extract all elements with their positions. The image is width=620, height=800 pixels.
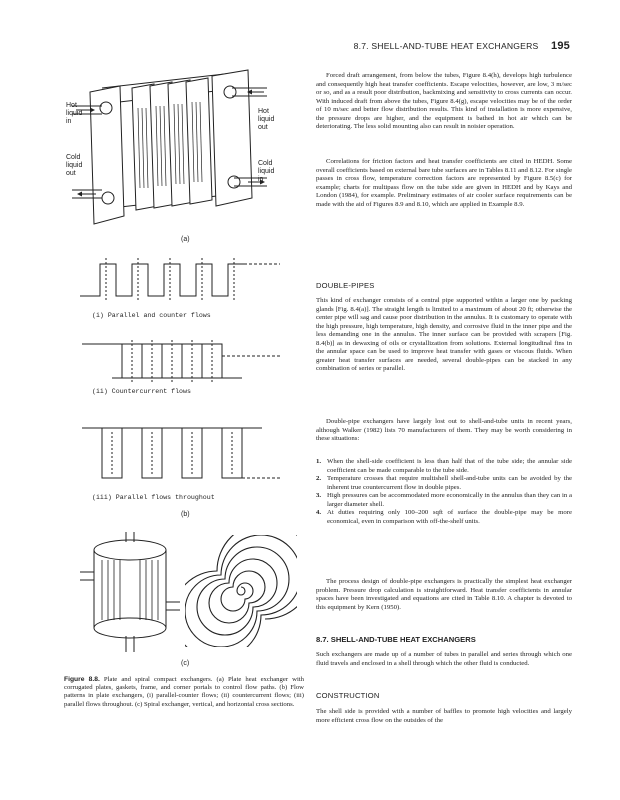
item-number: 3. — [316, 492, 322, 500]
section-heading: 8.7. SHELL-AND-TUBE HEAT EXCHANGERS — [316, 635, 476, 644]
flow-pattern-parallel-throughout — [82, 420, 282, 490]
item-number: 1. — [316, 458, 322, 465]
paragraph-text: The shell side is provided with a number of baffles to promote high velocities and largely more efficient cross flow on the outsides of the — [316, 708, 572, 724]
running-title: 8.7. SHELL-AND-TUBE HEAT EXCHANGERS — [353, 41, 539, 51]
label-line: liquid — [258, 116, 275, 123]
flow-pattern-countercurrent — [82, 336, 282, 386]
label-line: Hot — [258, 108, 269, 115]
paragraph-forced-draft — [316, 72, 572, 132]
hot-liquid-in-label — [66, 102, 82, 126]
flow-pattern-i-label: (i) Parallel and counter flows — [92, 312, 211, 319]
paragraph-correlations — [316, 158, 572, 209]
label-line: Cold — [66, 154, 81, 161]
list-item — [316, 492, 572, 509]
flow-pattern-iii-label: (iii) Parallel flows throughout — [92, 494, 215, 501]
flow-pattern-ii-label: (ii) Countercurrent flows — [92, 388, 191, 395]
paragraph-text: Such exchangers are made up of a number of tubes in parallel and series through which one fluid travels and enclosed in a shell through which the other fluid is conducted. — [316, 651, 572, 667]
double-pipes-heading: DOUBLE-PIPES — [316, 281, 375, 290]
running-header — [354, 40, 570, 52]
paragraph-text: Double-pipe exchangers have largely lost out to shell-and-tube units in recent years, although Walker (1982) lists 70 manufacturers of them. They may be worth considering in these situations: — [316, 418, 572, 443]
paragraph-double-pipe-situations — [316, 418, 572, 444]
label-line: in — [258, 176, 264, 183]
label-line: out — [66, 170, 76, 177]
paragraph-process-design — [316, 578, 572, 612]
situations-list — [316, 458, 572, 526]
label-line: Cold — [258, 160, 273, 167]
paragraph-construction — [316, 708, 572, 725]
label-line: liquid — [66, 110, 83, 117]
plate-exchanger-drawing — [72, 58, 275, 248]
hot-liquid-out-label — [258, 108, 274, 132]
construction-heading: CONSTRUCTION — [316, 691, 380, 700]
panel-a-label: (a) — [181, 236, 190, 243]
panel-b-label: (b) — [181, 511, 190, 518]
list-item — [316, 475, 572, 492]
label-line: out — [258, 124, 268, 131]
paragraph-text: The process design of double-pipe exchangers is practically the simplest heat exchanger problem. Pressure drop calculation is straightforward. Heat transfer coefficients in annular spaces have been investigated and equations are cited in Table 8.10. A chapter is devoted to this equipment by Kern (1950). — [316, 578, 572, 611]
caption-label: Figure 8.8. — [64, 676, 100, 683]
item-number: 4. — [316, 509, 322, 517]
label-line: Hot — [66, 102, 77, 109]
cold-liquid-in-label — [258, 160, 274, 184]
spiral-exchanger-vertical-section — [80, 532, 180, 652]
paragraph-text: Forced draft arrangement, from below the tubes, Figure 8.4(h), develops high turbulence and consequently high heat transfer coefficients. Escape velocities, however, are low, 3 m/sec or so, and as a result poor distribution, backmixing and sensitivity to cross currents can occur. With induced draft from above the tubes, Figure 8.4(g), escape velocities may be of the order of 10 m/sec and better flow distribution results. This kind of installation is more expensive, the pressure drops are higher, and the equipment is bathed in hot air which can be deteriorating. The less solid mounting also can result in noisier operation. — [316, 72, 572, 131]
paragraph-double-pipes — [316, 297, 572, 374]
label-line: in — [66, 118, 72, 125]
list-item — [316, 458, 572, 475]
label-line: liquid — [258, 168, 275, 175]
item-number: 2. — [316, 475, 322, 483]
label-line: liquid — [66, 162, 83, 169]
cold-liquid-out-label — [66, 154, 82, 178]
panel-c-label: (c) — [181, 660, 190, 667]
spiral-exchanger-horizontal-section — [185, 535, 297, 647]
list-item — [316, 509, 572, 526]
paragraph-text: This kind of exchanger consists of a central pipe supported within a larger one by packing glands [Fig. 8.4(a)]. The straight length is limited to a maximum of about 20 ft; otherwise the center pipe will sag and cause poor distribution in the annulus. It is customary to operate with the high pressure, high temperature, high density, and corrosive fluid in the inner pipe and the less demanding one in the annulus. The inner surface can be provided with scrapers [Fig. 8.4(b)] as in dewaxing of oils or crystallization from solutions. External longitudinal fins in the annular space can be used to improve heat transfer with gases or viscous fluids. When greater heat transfer surfaces are needed, several double-pipes can be stacked in any combination of series or parallel. — [316, 297, 572, 373]
item-text: High pressures can be accommodated more economically in the annulus than they can in a larger diameter shell. — [327, 492, 572, 508]
paragraph-text: Correlations for friction factors and heat transfer coefficients are cited in HEDH. Some overall coefficients based on external bare tube surfaces are in Tables 8.11 and 8.12. For single passes in cross flow, temperature correction factors are represented by Figure 8.5(c) for example; charts for multipass flow on the tube side are given in HEDH and by Kays and London (1984), for example. Preliminary estimates of air cooler surface requirements can be made with the aid of Figures 8.9 and 8.10, which are applied in Example 8.9. — [316, 158, 572, 208]
page-number: 195 — [551, 40, 570, 52]
item-text: Temperature crosses that require multishell shell-and-tube units can be avoided by the inherent true countercurrent flow in double pipes. — [327, 475, 572, 491]
paragraph-shell-and-tube — [316, 651, 572, 668]
item-text: When the shell-side coefficient is less than half that of the tube side; the annular side coefficient can be made comparable to the tube side. — [327, 458, 572, 474]
flow-pattern-parallel-counter — [80, 256, 280, 306]
item-text: At duties requiring only 100–200 sqft of surface the double-pipe may be more economical, even in comparison with off-the-shelf units. — [327, 509, 572, 525]
caption-text: Plate and spiral compact exchangers. (a) Plate heat exchanger with corrugated plates, gaskets, frame, and corner portals to control flow paths. (b) Flow patterns in plate exchangers, (i) parallel-counter flows; (ii) countercurrent flows; (iii) parallel flows throughout. (c) Spiral exchanger, vertical, and horizontal cross sections. — [64, 676, 305, 708]
figure-caption — [64, 676, 304, 709]
